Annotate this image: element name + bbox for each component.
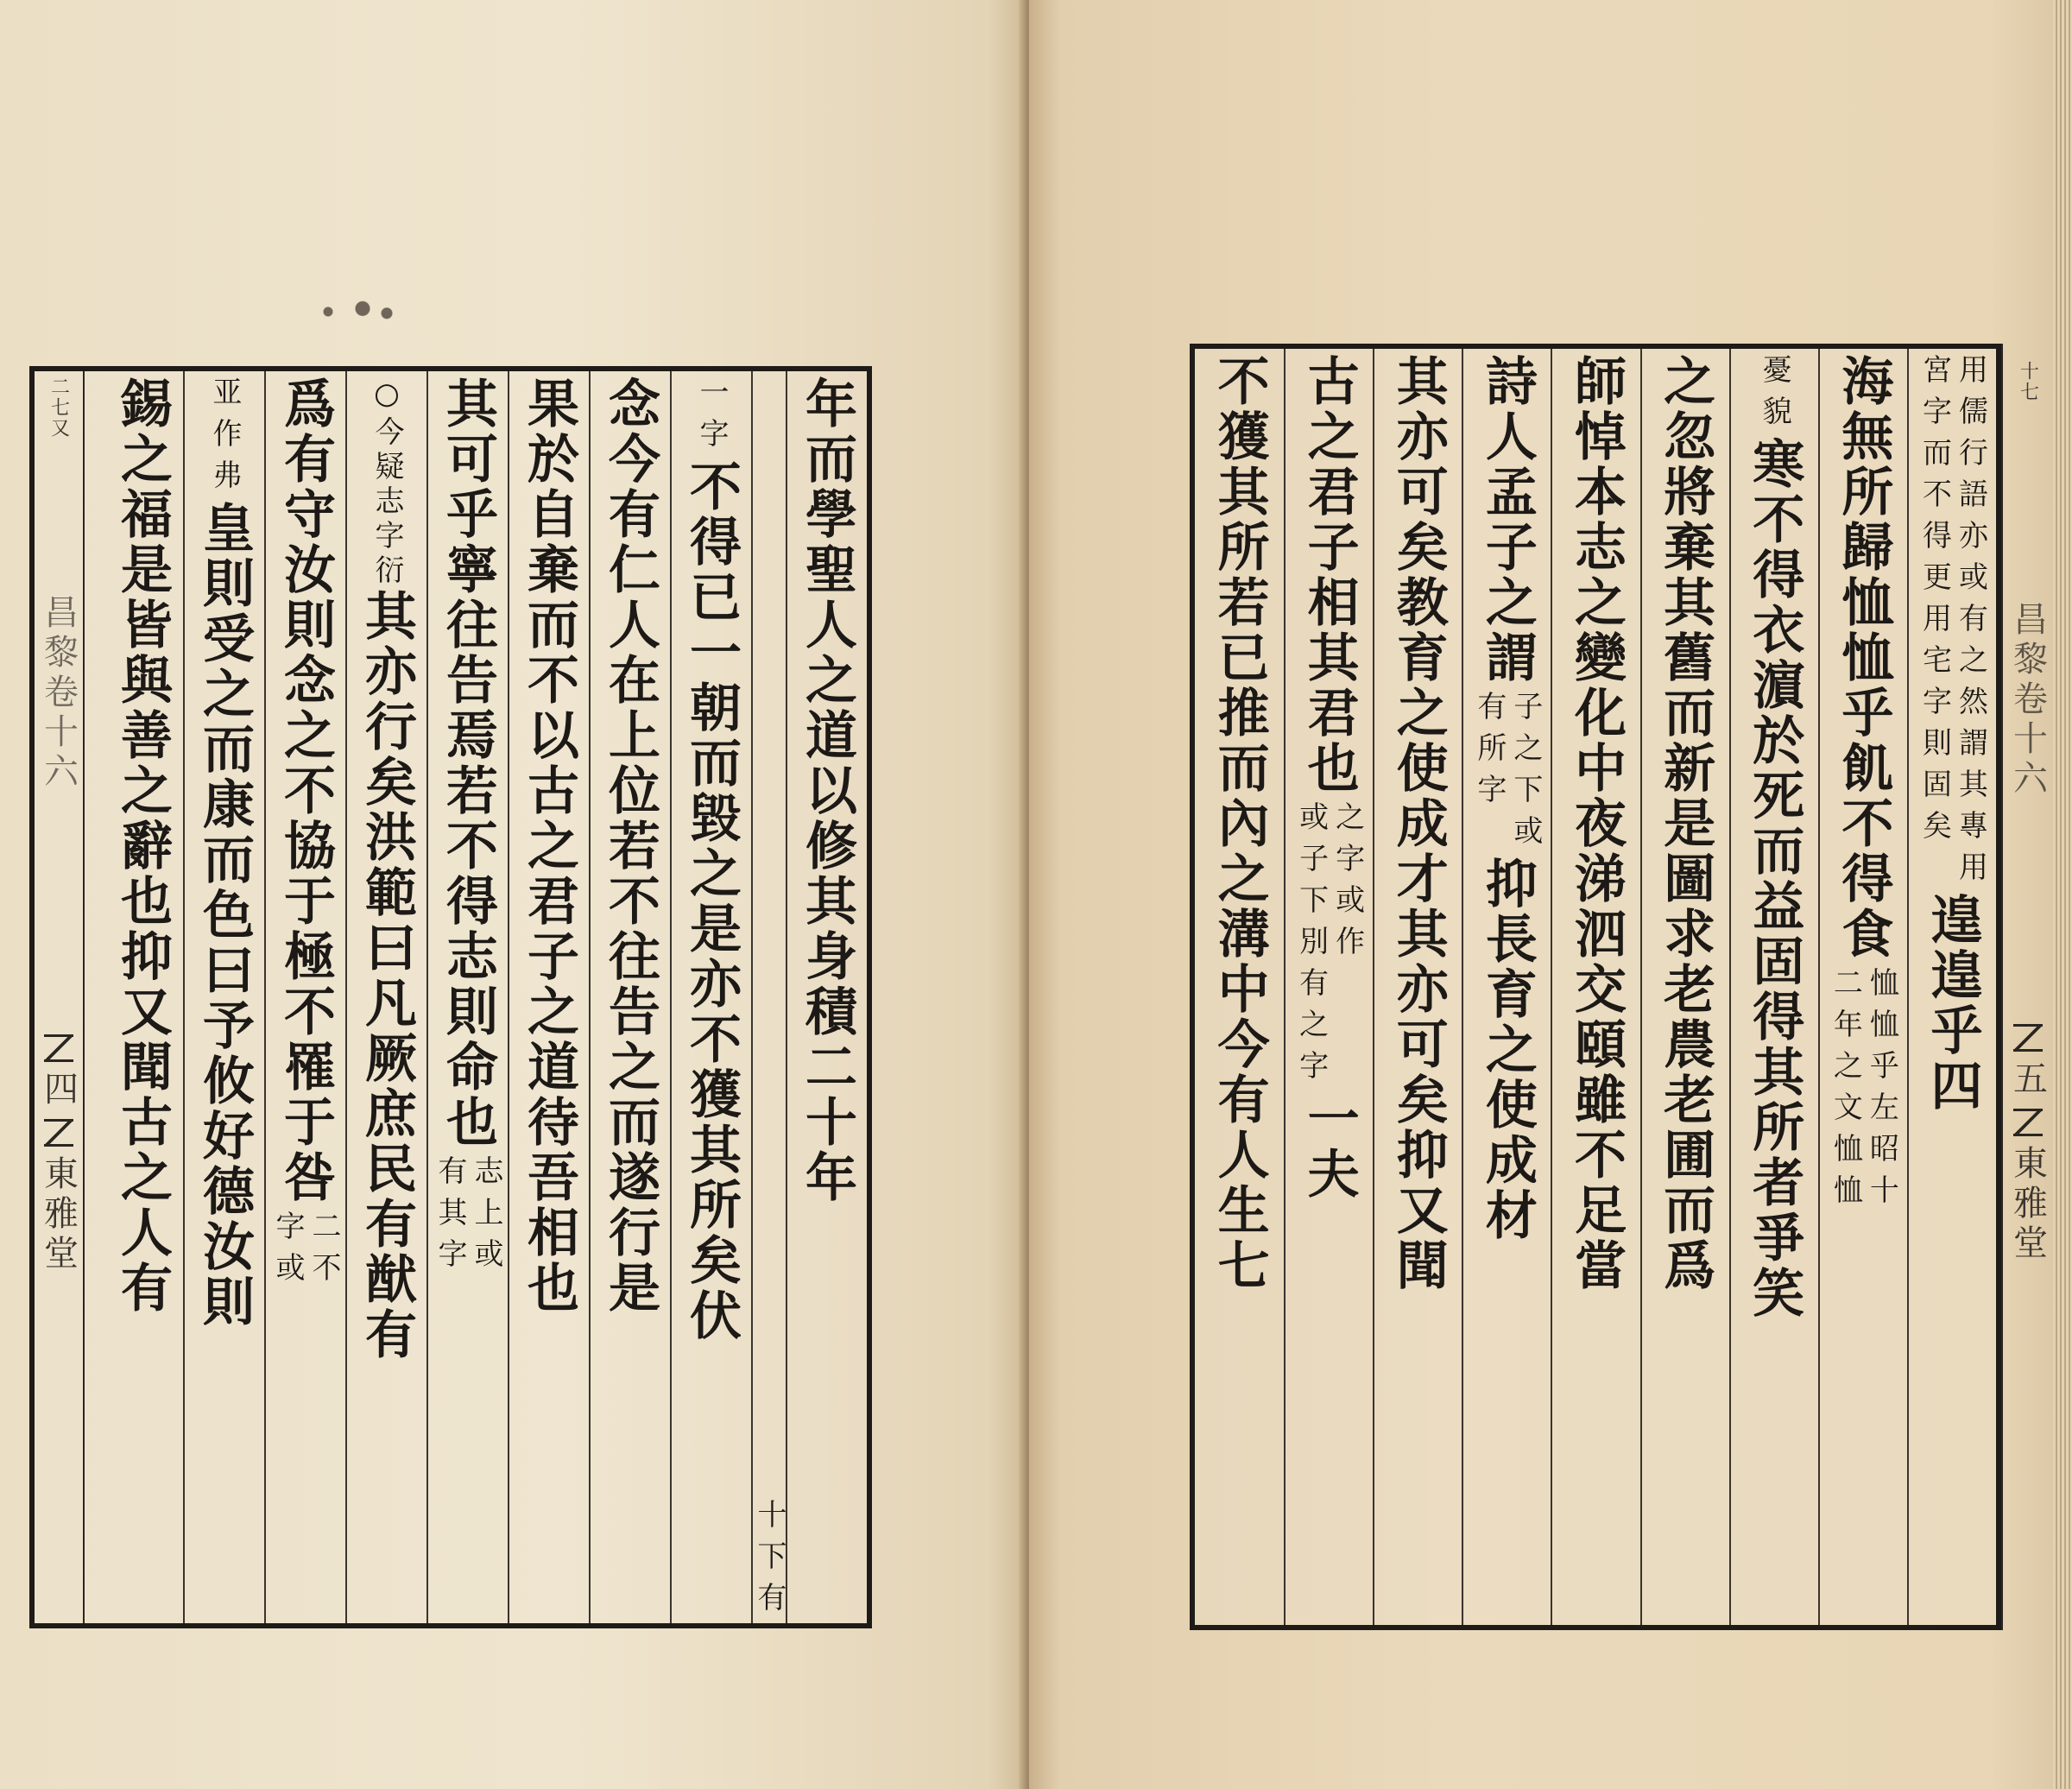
text-column (1195, 349, 1284, 1625)
annotation-text: 字或 (270, 1211, 305, 1293)
column-text: 不獲其所若已推而內之溝中今有人生七 (1209, 354, 1270, 1293)
column-text: 其亦可矣教育之使成才其亦可矣抑又聞 (1387, 354, 1449, 1293)
text-column (264, 371, 345, 1623)
left-publisher-mark: 東雅堂 (38, 1155, 79, 1274)
left-margin-top: 二七又 (47, 376, 70, 439)
text-column (1284, 349, 1373, 1625)
column-text: 果於自棄而不以古之君子之道待吾相也 (519, 376, 579, 1316)
fish-tail-mark-lower (2013, 1109, 2043, 1136)
column-text: 遑遑乎四 (1922, 893, 1983, 1114)
annotation-text: ○今疑志字衍 (370, 376, 404, 589)
fish-tail-mark-lower (44, 1119, 73, 1147)
column-text: 念今有仁人在上位若不往告之而遂行是 (600, 376, 660, 1316)
text-column (426, 371, 508, 1623)
right-publisher-mark: 東雅堂 (2007, 1145, 2048, 1264)
text-column (183, 371, 264, 1623)
annotation-text: 或子下別有之字 (1293, 801, 1329, 1091)
column-text: 其亦行矣洪範曰凡厥庶民有猷有 (357, 589, 417, 1362)
annotation-pair (269, 1205, 342, 1623)
fish-tail-mark (44, 1034, 73, 1062)
column-text: 皇則受之而康而色曰予攸好德汝則 (194, 501, 255, 1330)
column-text: 爲有守汝則念之不協于極不罹于咎 (275, 376, 336, 1205)
right-margin-column (2001, 344, 2053, 1630)
annotation-text: 亚作弗 (207, 376, 242, 501)
annotation-text: 憂貌 (1757, 354, 1792, 437)
annotation-text: 恤恤乎左昭十 (1864, 967, 1899, 1216)
annotation-text: 有其字 (433, 1155, 467, 1280)
column-text: 錫之福是皆與善之辭也抑又聞古之人有 (112, 376, 173, 1316)
left-page (0, 0, 1029, 1789)
text-column (1729, 349, 1818, 1625)
text-column (345, 371, 426, 1623)
column-text: 古之君子相其君也 (1298, 354, 1360, 796)
annotation-text: 有所字 (1471, 691, 1507, 815)
annotation-pair (1293, 796, 1366, 1091)
annotation-text: 之字或作 (1330, 801, 1365, 967)
right-text-frame (1190, 344, 2001, 1630)
text-column (1818, 349, 1907, 1625)
annotation-text: 十下有 (752, 1499, 786, 1623)
text-column (1462, 349, 1551, 1625)
text-column (786, 371, 867, 1623)
column-text: 詩人孟子之謂 (1476, 354, 1538, 686)
column-text: 師悼本志之變化中夜涕泗交頤雖不足當 (1566, 354, 1627, 1293)
fish-tail-mark (2013, 1024, 2043, 1052)
column-text: 年而學聖人之道以修其身積二十年 (797, 376, 857, 1205)
column-text: 海無所歸恤恤乎飢不得食 (1833, 354, 1894, 962)
right-columns (1195, 349, 1996, 1625)
ink-smudge (311, 296, 397, 327)
text-column (1640, 349, 1729, 1625)
left-folio-number: 四 (38, 1071, 79, 1110)
annotation-text: 用儒行語亦或有之然謂其專用 (1953, 354, 1988, 893)
column-text: 一夫 (1298, 1091, 1360, 1202)
right-margin-top: 十七 (2017, 361, 2039, 402)
annotation-pair (751, 1494, 787, 1623)
column-text: 不得已一朝而毀之是亦不獲其所矣伏 (681, 459, 742, 1343)
left-margin-column (35, 371, 85, 1623)
right-margin-title: 昌黎卷十六 (2007, 601, 2048, 800)
right-folio-number: 五 (2007, 1060, 2048, 1100)
column-text: 寒不得衣濵於死而益固得其所者爭笑 (1744, 437, 1805, 1321)
annotation-text: 一字 (694, 376, 729, 459)
column-text: 之忽將棄其舊而新是圖求老農老圃而爲 (1655, 354, 1716, 1293)
left-margin-title: 昌黎卷十六 (38, 594, 79, 793)
annotation-text: 二年之文恤恤 (1828, 967, 1863, 1216)
annotation-column (751, 371, 786, 1623)
column-text: 其可乎寧往告焉若不得志則命也 (438, 376, 498, 1150)
text-column (670, 371, 751, 1623)
page-edge (2053, 0, 2072, 1789)
annotation-text: 二不 (306, 1211, 341, 1293)
left-text-frame (29, 366, 872, 1628)
text-column (1551, 349, 1639, 1625)
text-column (508, 371, 589, 1623)
annotation-pair (1827, 962, 1899, 1625)
annotation-pair (1471, 686, 1544, 857)
annotation-pair (1916, 349, 1988, 893)
annotation-pair (432, 1150, 504, 1623)
annotation-text: 宮字而不得更用宅字則固矣 (1917, 354, 1952, 851)
text-column (1907, 349, 1996, 1625)
right-page (1029, 0, 2072, 1789)
left-columns (85, 371, 867, 1623)
annotation-text: 志上或 (469, 1155, 503, 1280)
column-text: 抑長育之使成材 (1476, 857, 1538, 1243)
annotation-text: 子之下或 (1507, 691, 1543, 857)
text-column (1373, 349, 1462, 1625)
text-column (589, 371, 670, 1623)
text-column (102, 371, 183, 1623)
